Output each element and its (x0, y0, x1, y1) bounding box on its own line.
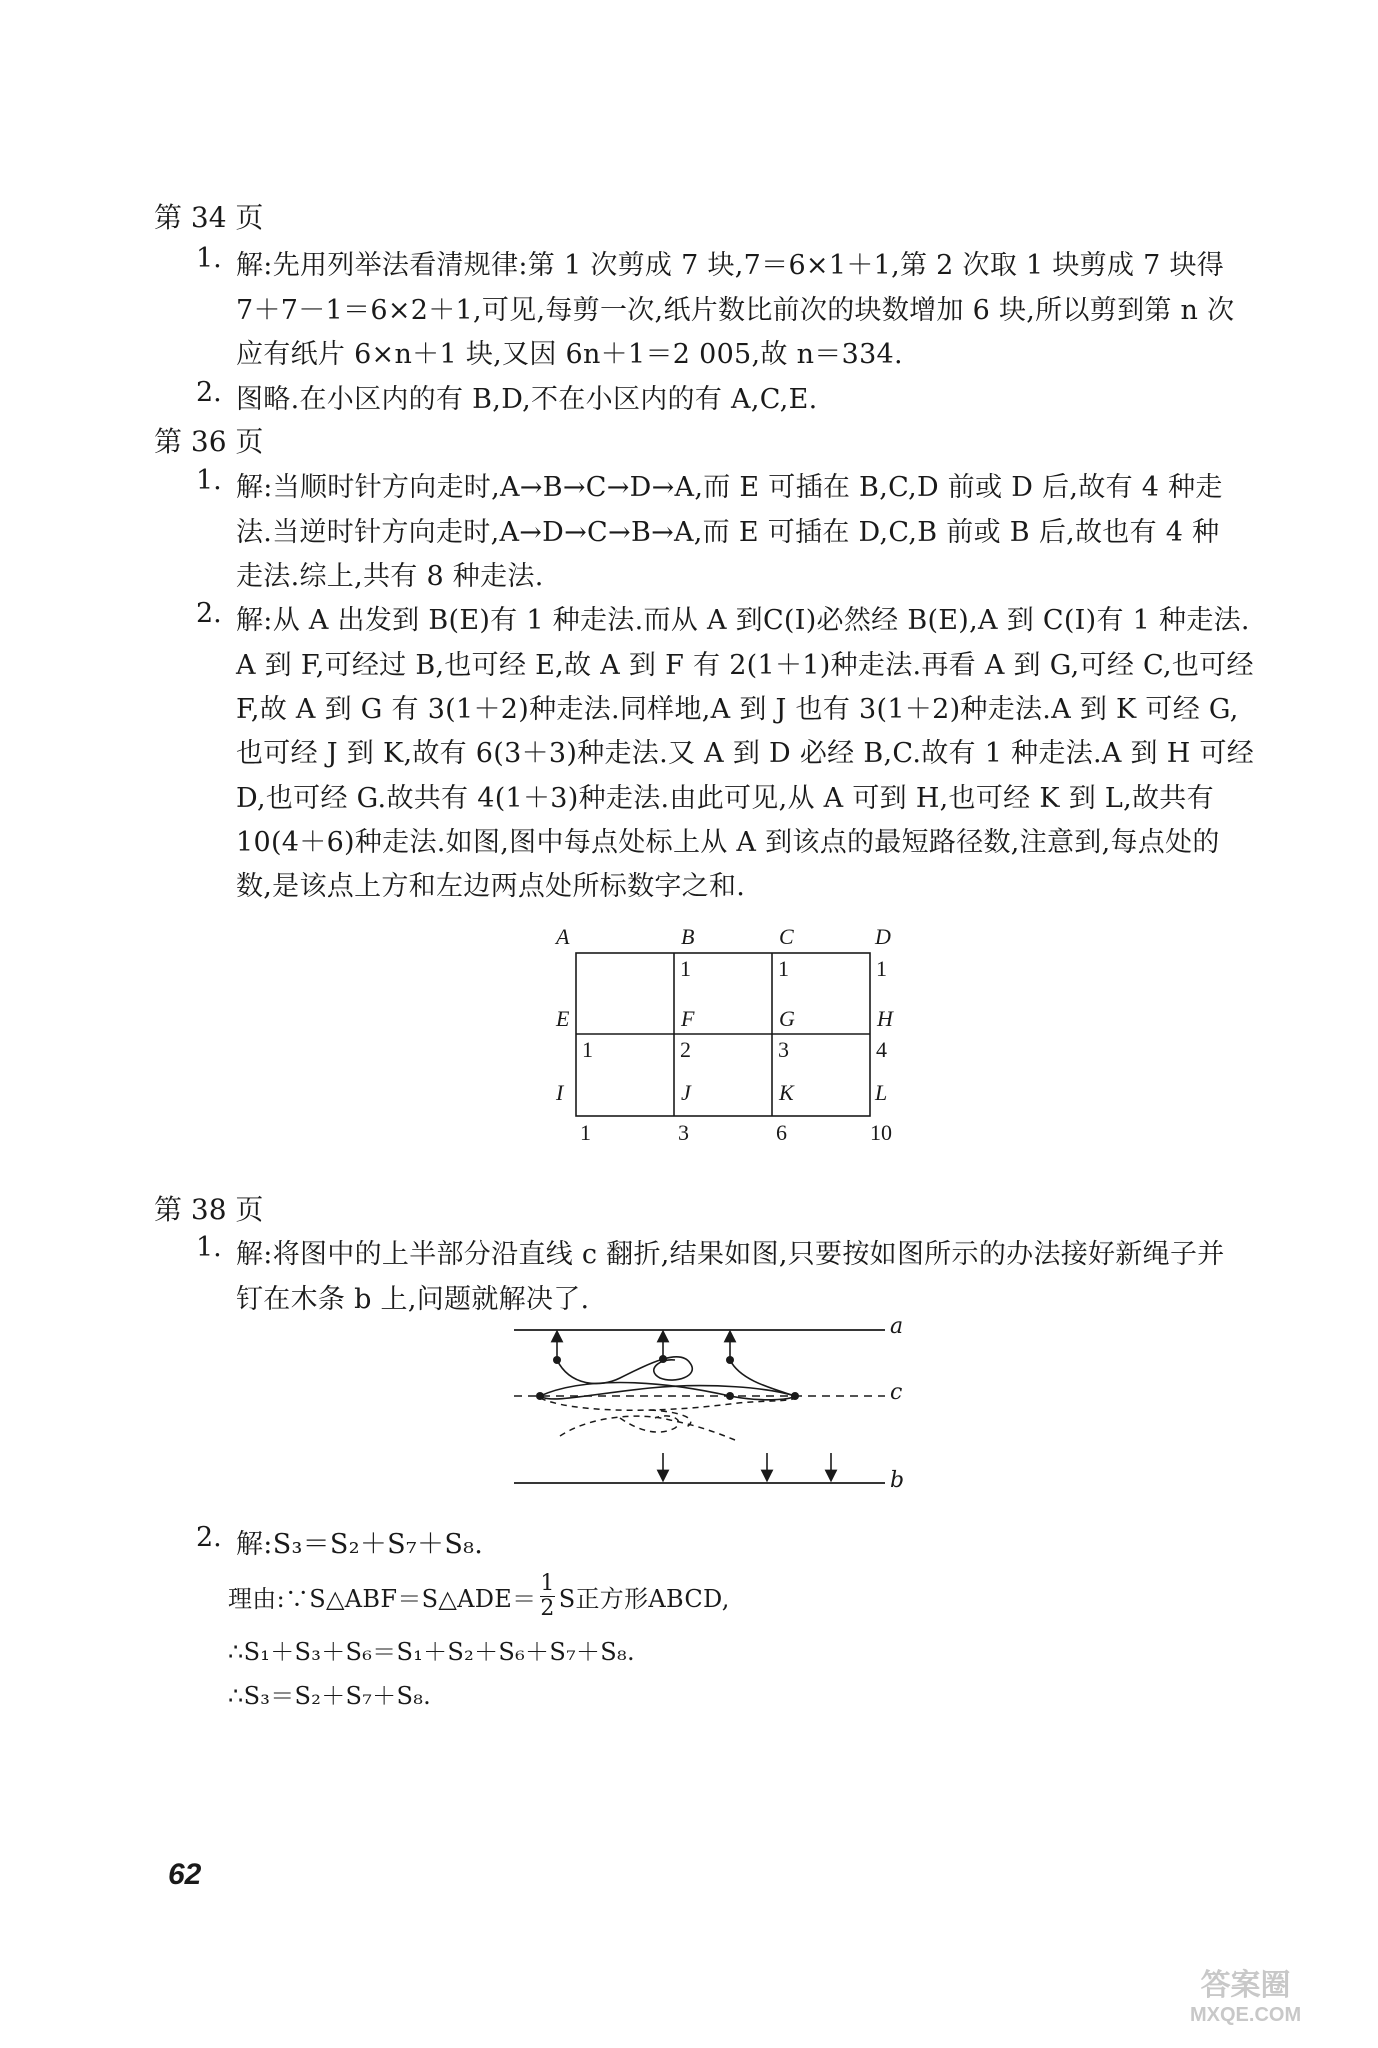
item-number: 2. (196, 1522, 222, 1553)
proof-reason-rest: S△ABF＝S△ADE＝ (309, 1585, 537, 1614)
grid-number: 10 (870, 1120, 892, 1145)
grid-number: 2 (680, 1037, 691, 1062)
grid-letter: A (556, 924, 570, 949)
proof-reason-prefix: 理由:∵ (228, 1585, 310, 1614)
text-line: F,故 A 到 G 有 3(1＋2)种走法.同样地,A 到 J 也有 3(1＋2)种走法.A 到 K 可经 G, (236, 694, 1239, 725)
grid-number: 4 (876, 1037, 887, 1062)
text-line: 图略.在小区内的有 B,D,不在小区内的有 A,C,E. (236, 384, 818, 415)
grid-letter: K (779, 1080, 794, 1105)
section-heading-36: 第 36 页 (154, 425, 264, 458)
text-line: 数,是该点上方和左边两点处所标数字之和. (236, 871, 746, 902)
grid-number: 6 (776, 1120, 787, 1145)
watermark-logo (1190, 1960, 1301, 2027)
item-number: 1. (196, 1232, 222, 1263)
grid-letter: E (556, 1006, 570, 1031)
grid-number: 1 (876, 956, 887, 981)
grid-number: 1 (778, 956, 789, 981)
text-line: 10(4＋6)种走法.如图,图中每点处标上从 A 到该点的最短路径数,注意到,每点处的 (236, 827, 1220, 858)
grid-number: 3 (778, 1037, 789, 1062)
grid-letter: F (681, 1006, 695, 1031)
page-number: 62 (168, 1858, 202, 1891)
text-line: 走法.综上,共有 8 种走法. (236, 561, 544, 592)
grid-letter: L (875, 1080, 888, 1105)
text-line: A 到 F,可经过 B,也可经 E,故 A 到 F 有 2(1＋1)种走法.再看 A 到 G,可经 C,也可经 (236, 650, 1254, 681)
fraction-denominator: 2 (540, 1596, 555, 1622)
text-line: 解:先用列举法看清规律:第 1 次剪成 7 块,7＝6×1＋1,第 2 次取 1 块剪成 7 块得 (236, 250, 1225, 281)
text-line: 应有纸片 6×n＋1 块,又因 6n＋1＝2 005,故 n＝334. (236, 339, 903, 370)
grid-letter: C (779, 924, 794, 949)
text-line: 7＋7－1＝6×2＋1,可见,每剪一次,纸片数比前次的块数增加 6 块,所以剪到第 n 次 (236, 295, 1235, 326)
text-line: D,也可经 G.故共有 4(1＋3)种走法.由此可见,从 A 可到 H,也可经 K 到 L,故共有 (236, 783, 1214, 814)
rope-figure (500, 1308, 920, 1508)
path-count-grid (540, 920, 920, 1150)
grid-letter: D (875, 924, 891, 949)
grid-lines (540, 920, 920, 1150)
grid-letter: J (681, 1080, 691, 1105)
text-line: 解:当顺时针方向走时,A→B→C→D→A,而 E 可插在 B,C,D 前或 D 后,故有 4 种走 (236, 472, 1223, 503)
proof-reason (228, 1572, 730, 1621)
watermark-line1: 答案圈 (1200, 1969, 1291, 2002)
item-number: 1. (196, 465, 222, 496)
grid-number: 1 (580, 1120, 591, 1145)
section-heading-34: 第 34 页 (154, 201, 264, 234)
line-c-label: c (890, 1380, 903, 1405)
text-line: 法.当逆时针方向走时,A→D→C→B→A,而 E 可插在 D,C,B 前或 B 后,故也有 4 种 (236, 517, 1220, 548)
proof-line-2: ∴S₁＋S₃＋S₆＝S₁＋S₂＋S₆＋S₇＋S₈. (228, 1638, 635, 1666)
item-number: 2. (196, 377, 222, 408)
grid-number: 3 (678, 1120, 689, 1145)
text-line: 解:从 A 出发到 B(E)有 1 种走法.而从 A 到C(I)必然经 B(E),A 到 C(I)有 1 种走法. (236, 605, 1250, 636)
proof-reason-tail: S正方形ABCD, (558, 1585, 730, 1614)
line-a-label: a (890, 1314, 904, 1339)
grid-letter: H (877, 1006, 893, 1031)
fraction-one-half (540, 1572, 554, 1621)
rope-diagram (500, 1308, 920, 1508)
item-number: 1. (196, 243, 222, 274)
line-b-label: b (890, 1468, 905, 1493)
grid-letter: G (779, 1006, 795, 1031)
watermark-line2: MXQE.COM (1190, 2004, 1302, 2026)
grid-letter: B (681, 924, 695, 949)
fraction-numerator: 1 (540, 1571, 555, 1596)
text-line: 解:将图中的上半部分沿直线 c 翻折,结果如图,只要按如图所示的办法接好新绳子并 (236, 1239, 1225, 1270)
section-heading-38: 第 38 页 (154, 1193, 264, 1226)
grid-number: 1 (582, 1037, 593, 1062)
text-line: 解:S₃＝S₂＋S₇＋S₈. (236, 1529, 484, 1560)
text-line: 钉在木条 b 上,问题就解决了. (236, 1284, 590, 1315)
grid-number: 1 (680, 956, 691, 981)
text-line: 也可经 J 到 K,故有 6(3＋3)种走法.又 A 到 D 必经 B,C.故有 1 种走法.A 到 H 可经 (236, 738, 1255, 769)
proof-line-3: ∴S₃＝S₂＋S₇＋S₈. (228, 1682, 432, 1710)
item-number: 2. (196, 598, 222, 629)
grid-letter: I (556, 1080, 564, 1105)
